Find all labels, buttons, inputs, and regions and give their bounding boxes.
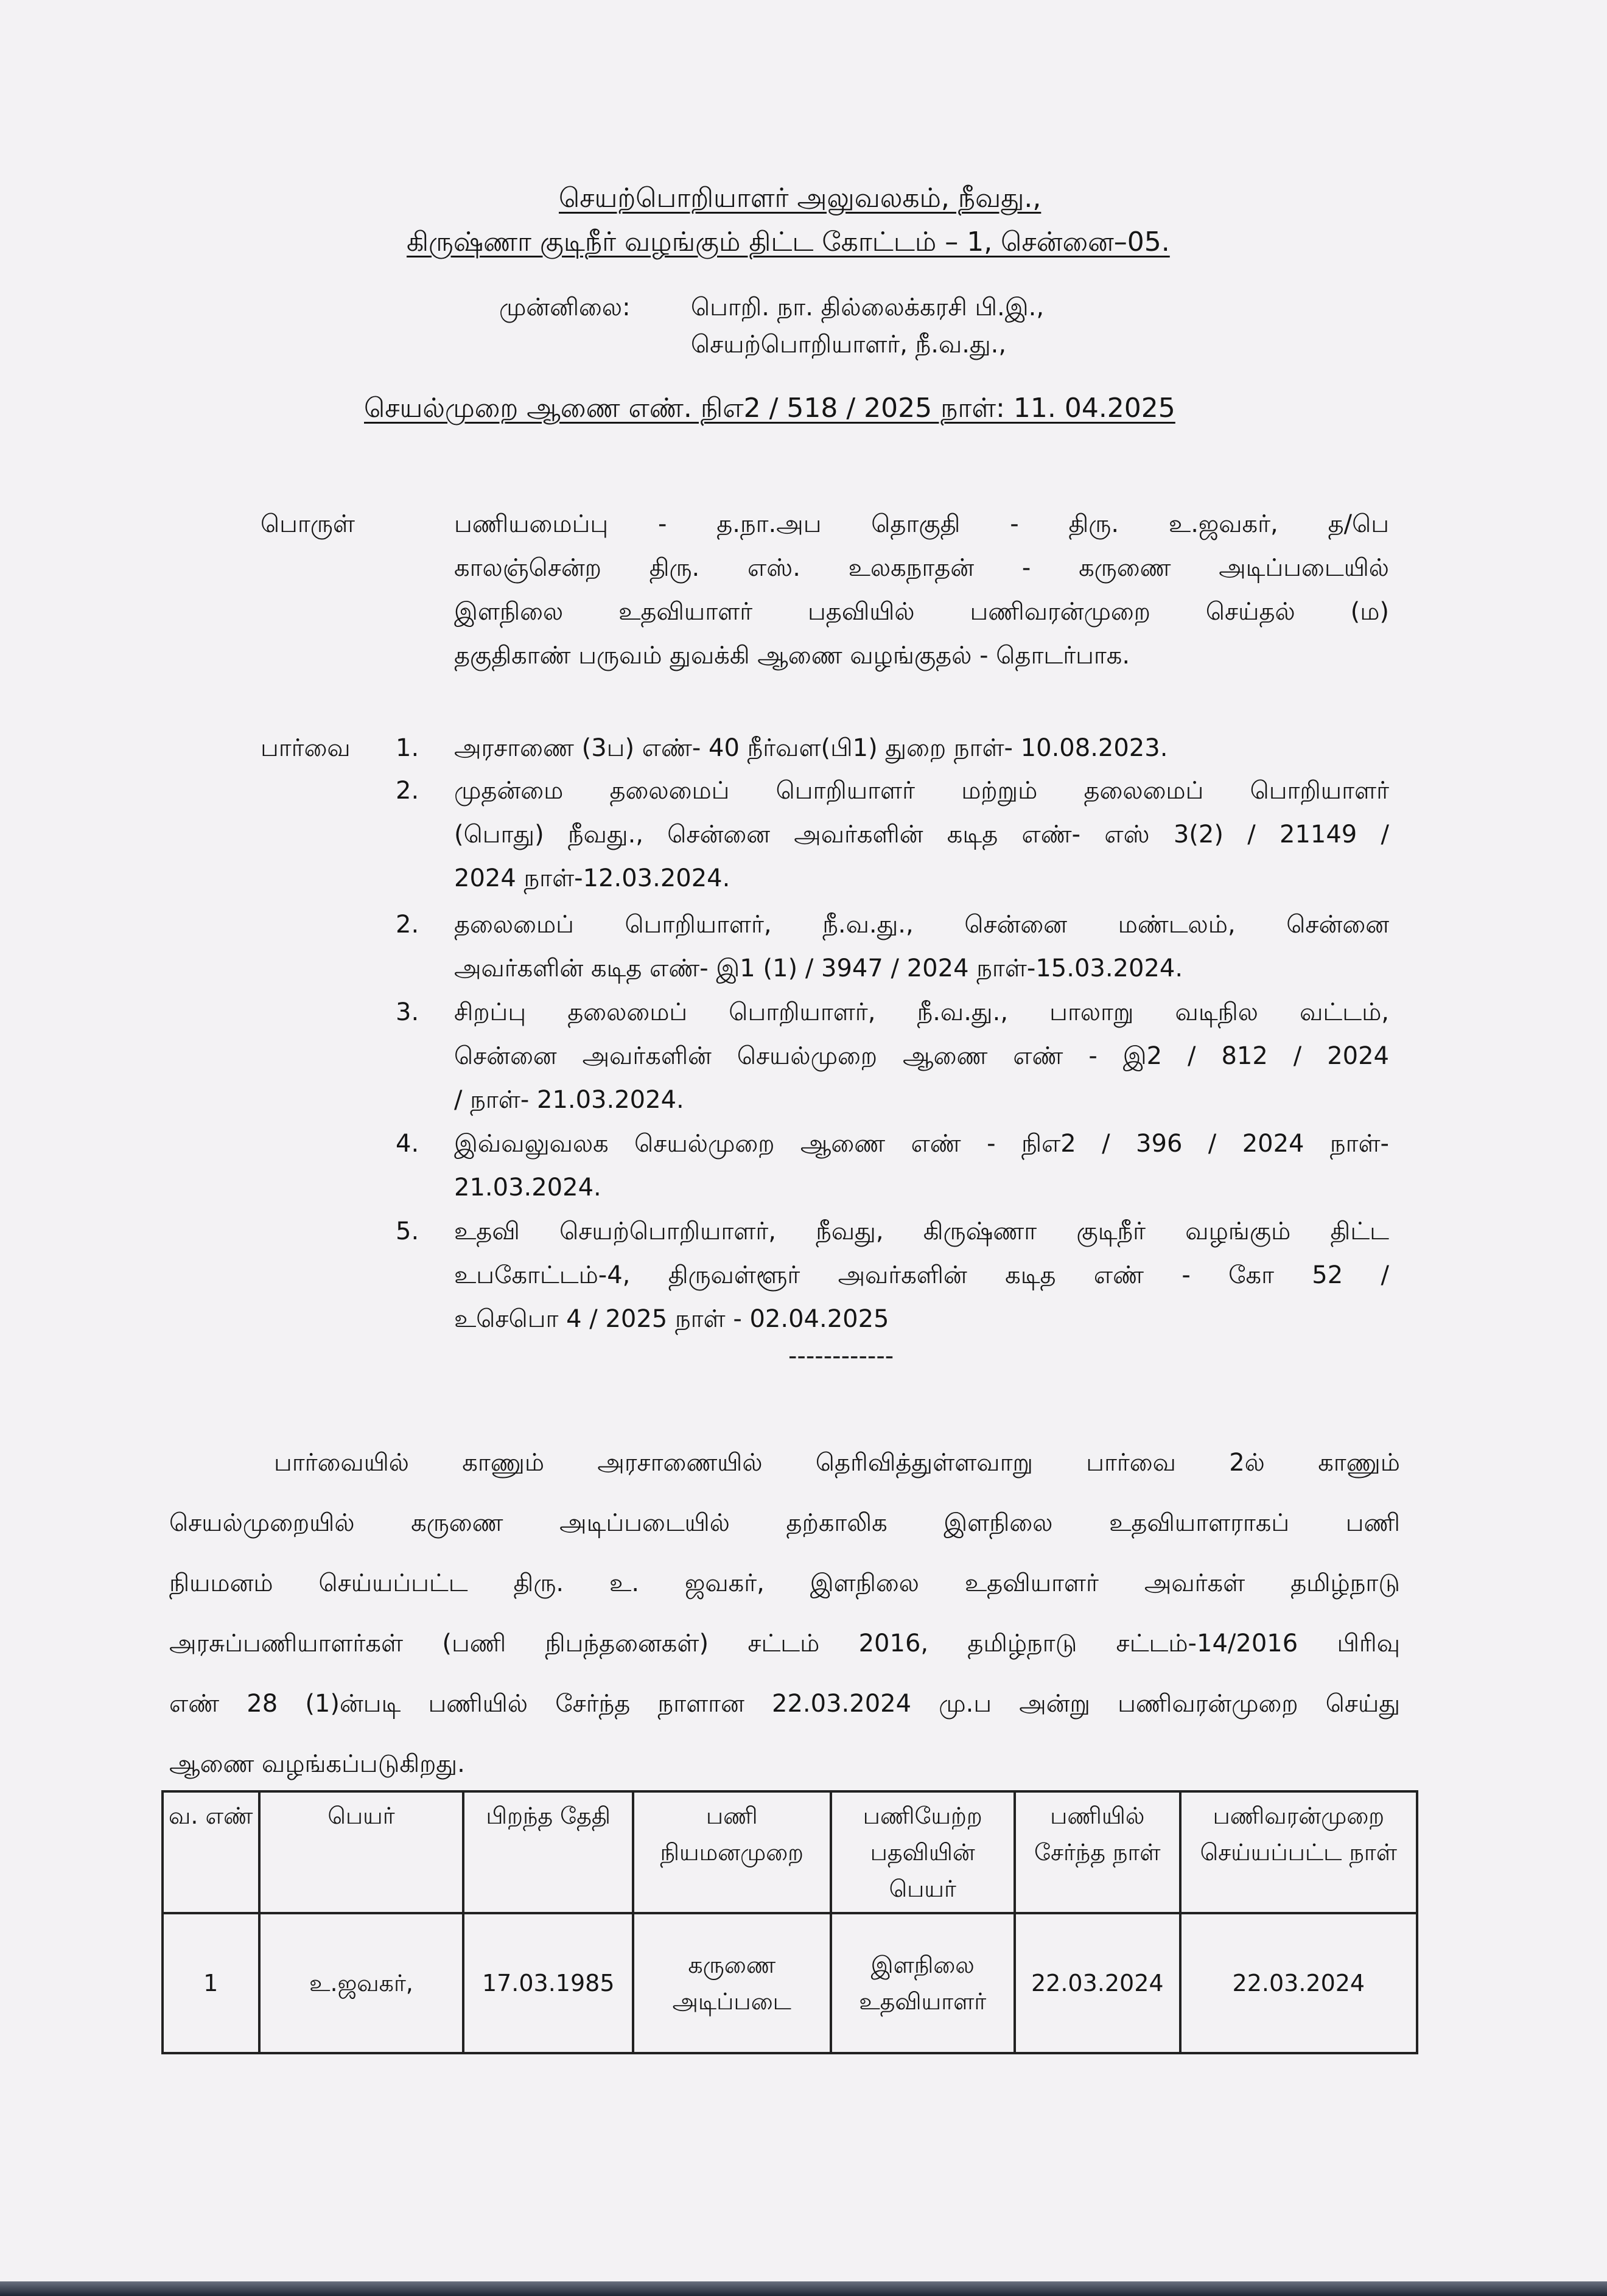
header-birth-date: பிறந்த தேதி bbox=[463, 1791, 633, 1913]
paragraph-line: நியமனம் செய்யப்பட்ட திரு. உ. ஜவகர், இளநிலை உதவியாளர் அவர்கள் தமிழ்நாடு bbox=[169, 1569, 1400, 1597]
reference-number: 2. bbox=[396, 911, 419, 939]
reference-line: உபகோட்டம்-4, திருவள்ளூர் அவர்களின் கடித எண் - கோ 52 / bbox=[454, 1261, 1389, 1289]
reference-line: 21.03.2024. bbox=[454, 1174, 601, 1202]
separator: ------------ bbox=[788, 1342, 894, 1370]
reference-line: சிறப்பு தலைமைப் பொறியாளர், நீ.வ.து., பாலாறு வடிநில வட்டம், bbox=[454, 998, 1389, 1026]
scan-edge bbox=[0, 2281, 1607, 2296]
reference-line: உதவி செயற்பொறியாளர், நீவது, கிருஷ்ணா குடிநீர் வழங்கும் திட்ட bbox=[454, 1217, 1389, 1245]
subject-line: தகுதிகாண் பருவம் துவக்கி ஆணை வழங்குதல் - தொடர்பாக. bbox=[454, 642, 1130, 670]
header-serial: வ. எண் bbox=[163, 1791, 259, 1913]
table-row bbox=[163, 1913, 1417, 2053]
subject-line: காலஞ்சென்ற திரு. எஸ். உலகநாதன் - கருணை அடிப்படையில் bbox=[454, 554, 1389, 582]
reference-number: 2. bbox=[396, 777, 419, 805]
subject-line: பணியமைப்பு - த.நா.அப தொகுதி - திரு. உ.ஜவகர், த/பெ bbox=[454, 510, 1389, 538]
reference-number: 3. bbox=[396, 998, 419, 1026]
reference-line: 2024 நாள்-12.03.2024. bbox=[454, 864, 730, 892]
cell-appointment-mode: கருணை அடிப்படை bbox=[633, 1913, 830, 2053]
table-header-row bbox=[163, 1791, 1417, 1913]
reference-line: (பொது) நீவது., சென்னை அவர்களின் கடித எண்- எஸ் 3(2) / 21149 / bbox=[454, 821, 1389, 849]
reference-number: 1. bbox=[396, 734, 419, 762]
cell-post-name: இளநிலை உதவியாளர் bbox=[831, 1913, 1015, 2053]
cell-serial: 1 bbox=[163, 1913, 259, 2053]
references-label: பார்வை bbox=[261, 734, 351, 762]
header-joining-date: பணியில் சேர்ந்த நாள் bbox=[1015, 1791, 1180, 1913]
cell-regularised-date: 22.03.2024 bbox=[1180, 1913, 1417, 2053]
reference-line: அரசாணை (3ப) எண்- 40 நீர்வள(பி1) துறை நாள்- 10.08.2023. bbox=[454, 734, 1168, 762]
reference-number: 4. bbox=[396, 1130, 419, 1158]
reference-line: அவர்களின் கடித எண்- இ1 (1) / 3947 / 2024 நாள்-15.03.2024. bbox=[454, 954, 1183, 982]
reference-line: இவ்வலுவலக செயல்முறை ஆணை எண் - நிஎ2 / 396 / 2024 நாள்- bbox=[454, 1130, 1389, 1158]
subject-label: பொருள் bbox=[261, 510, 355, 538]
reference-number: 5. bbox=[396, 1217, 419, 1245]
reference-line: உசெபொ 4 / 2025 நாள் - 02.04.2025 bbox=[454, 1305, 889, 1333]
header-name: பெயர் bbox=[259, 1791, 464, 1913]
paragraph-line: அரசுப்பணியாளர்கள் (பணி நிபந்தனைகள்) சட்டம் 2016, தமிழ்நாடு சட்டம்-14/2016 பிரிவு bbox=[169, 1629, 1400, 1657]
header-appointment-mode: பணி நியமனமுறை bbox=[633, 1791, 830, 1913]
order-number-line: செயல்முறை ஆணை எண். நிஎ2 / 518 / 2025 நாள்: 11. 04.2025 bbox=[364, 393, 1175, 424]
reference-line: தலைமைப் பொறியாளர், நீ.வ.து., சென்னை மண்டலம், சென்னை bbox=[454, 911, 1389, 939]
regularisation-table bbox=[161, 1790, 1418, 2054]
cell-birth-date: 17.03.1985 bbox=[463, 1913, 633, 2053]
subject-line: இளநிலை உதவியாளர் பதவியில் பணிவரன்முறை செய்தல் (ம) bbox=[454, 598, 1389, 626]
paragraph-line: எண் 28 (1)ன்படி பணியில் சேர்ந்த நாளான 22.03.2024 மு.ப அன்று பணிவரன்முறை செய்து bbox=[169, 1690, 1400, 1718]
presence-label: முன்னிலை: bbox=[499, 293, 631, 321]
header-regularised-date: பணிவரன்முறை செய்யப்பட்ட நாள் bbox=[1180, 1791, 1417, 1913]
paragraph-line: ஆணை வழங்கப்படுகிறது. bbox=[169, 1750, 465, 1778]
presence-title: செயற்பொறியாளர், நீ.வ.து., bbox=[691, 331, 1007, 359]
cell-joining-date: 22.03.2024 bbox=[1015, 1913, 1180, 2053]
cell-name: உ.ஜவகர், bbox=[259, 1913, 464, 2053]
reference-line: முதன்மை தலைமைப் பொறியாளர் மற்றும் தலைமைப் பொறியாளர் bbox=[454, 777, 1389, 805]
office-heading: செயற்பொறியாளர் அலுவலகம், நீவது., bbox=[559, 183, 1042, 214]
reference-line: சென்னை அவர்களின் செயல்முறை ஆணை எண் - இ2 / 812 / 2024 bbox=[454, 1042, 1389, 1070]
header-post-name: பணியேற்ற பதவியின் பெயர் bbox=[831, 1791, 1015, 1913]
presence-name: பொறி. நா. தில்லைக்கரசி பி.இ., bbox=[691, 293, 1045, 321]
reference-line: / நாள்- 21.03.2024. bbox=[454, 1086, 684, 1114]
paragraph-line: செயல்முறையில் கருணை அடிப்படையில் தற்காலிக இளநிலை உதவியாளராகப் பணி bbox=[169, 1509, 1401, 1537]
paragraph-line: பார்வையில் காணும் அரசாணையில் தெரிவித்துள்ளவாறு பார்வை 2ல் காணும் bbox=[274, 1449, 1400, 1477]
division-heading: கிருஷ்ணா குடிநீர் வழங்கும் திட்ட கோட்டம் – 1, சென்னை–05. bbox=[407, 226, 1170, 257]
